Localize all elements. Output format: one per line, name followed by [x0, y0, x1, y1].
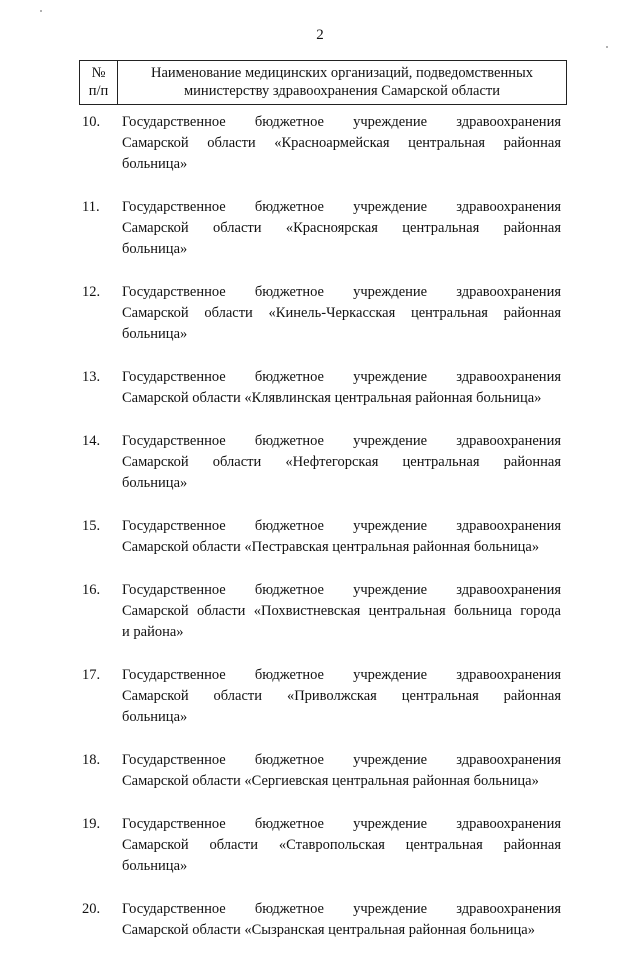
list-item-text — [122, 580, 561, 643]
list-item-number: 13. — [82, 369, 101, 385]
list-item-line: больница» — [122, 475, 188, 491]
list-item-line: больница» — [122, 241, 188, 257]
header-row — [80, 61, 567, 105]
list-item-number: 11. — [82, 199, 100, 215]
list-item-number: 18. — [82, 752, 101, 768]
list-item-number: 14. — [82, 433, 101, 449]
list-item — [79, 814, 561, 877]
list-item-line: Самарской области «Красноармейская центральная районная — [122, 135, 561, 151]
header-number-cell — [80, 61, 118, 105]
list-item-text — [122, 112, 561, 175]
header-table — [79, 60, 567, 105]
list-item — [79, 431, 561, 494]
list-item — [79, 367, 561, 409]
list-item-number: 16. — [82, 582, 101, 598]
list-item-line: Самарской области «Клявлинская центральная районная больница» — [122, 390, 542, 406]
list-item-text — [122, 282, 561, 345]
list-item-number: 15. — [82, 518, 101, 534]
list-item — [79, 282, 561, 345]
list-item-text — [122, 431, 561, 494]
list-item-line: Государственное бюджетное учреждение здравоохранения — [122, 582, 561, 598]
list-item-line: Государственное бюджетное учреждение здравоохранения — [122, 752, 561, 768]
list-item-line: Государственное бюджетное учреждение здравоохранения — [122, 816, 561, 832]
list-item-number: 19. — [82, 816, 101, 832]
header-name-line-2: министерству здравоохранения Самарской области — [184, 83, 500, 99]
list-item-number: 12. — [82, 284, 101, 300]
list-item-line: Государственное бюджетное учреждение здравоохранения — [122, 199, 561, 215]
list-item-line: больница» — [122, 326, 188, 342]
list-item-line: Самарской области «Приволжская центральная районная — [122, 688, 561, 704]
list-item-line: больница» — [122, 709, 188, 725]
scan-speck — [606, 46, 608, 48]
list-item — [79, 516, 561, 558]
header-number-symbol: № — [91, 65, 106, 81]
list-item-text — [122, 665, 561, 728]
list-item — [79, 899, 561, 941]
list-item-line: Самарской области «Сызранская центральная районная больница» — [122, 922, 535, 938]
list-item-line: Государственное бюджетное учреждение здравоохранения — [122, 667, 561, 683]
list-item-number: 17. — [82, 667, 101, 683]
list-item-number: 20. — [82, 901, 101, 917]
list-item — [79, 580, 561, 643]
list-item — [79, 197, 561, 260]
header-number-abbrev: п/п — [88, 83, 109, 99]
list-item-line: Самарской области «Кинель-Черкасская центральная районная — [122, 305, 561, 321]
list-item-line: Государственное бюджетное учреждение здравоохранения — [122, 369, 561, 385]
list-item-text — [122, 516, 561, 558]
list-item-line: и района» — [122, 624, 184, 640]
list-item-line: Государственное бюджетное учреждение здравоохранения — [122, 114, 561, 130]
list-item-text — [122, 814, 561, 877]
list-item-line: Самарской области «Похвистневская центральная больница города — [122, 603, 561, 619]
list-item-line: Самарской области «Пестравская центральная районная больница» — [122, 539, 540, 555]
list-item-number: 10. — [82, 114, 101, 130]
list-item-text — [122, 197, 561, 260]
header-name-cell — [118, 61, 567, 105]
list-item-line: Самарской области «Ставропольская центральная районная — [122, 837, 561, 853]
organization-list — [79, 112, 561, 963]
list-item-line: Государственное бюджетное учреждение здравоохранения — [122, 284, 561, 300]
list-item-line: Самарской области «Нефтегорская центральная районная — [122, 454, 561, 470]
list-item-line: Государственное бюджетное учреждение здравоохранения — [122, 433, 561, 449]
list-item-text — [122, 899, 561, 941]
list-item-text — [122, 750, 561, 792]
list-item-line: Самарской области «Сергиевская центральная районная больница» — [122, 773, 539, 789]
list-item-line: Государственное бюджетное учреждение здравоохранения — [122, 901, 561, 917]
list-item — [79, 750, 561, 792]
list-item-text — [122, 367, 561, 409]
list-item — [79, 665, 561, 728]
list-item-line: Самарской области «Красноярская центральная районная — [122, 220, 561, 236]
list-item-line: больница» — [122, 858, 188, 874]
list-item-line: Государственное бюджетное учреждение здравоохранения — [122, 518, 561, 534]
page-number: 2 — [316, 27, 324, 43]
scan-speck — [40, 10, 42, 12]
list-item — [79, 112, 561, 175]
header-name-line-1: Наименование медицинских организаций, подведомственных — [151, 65, 533, 81]
list-item-line: больница» — [122, 156, 188, 172]
